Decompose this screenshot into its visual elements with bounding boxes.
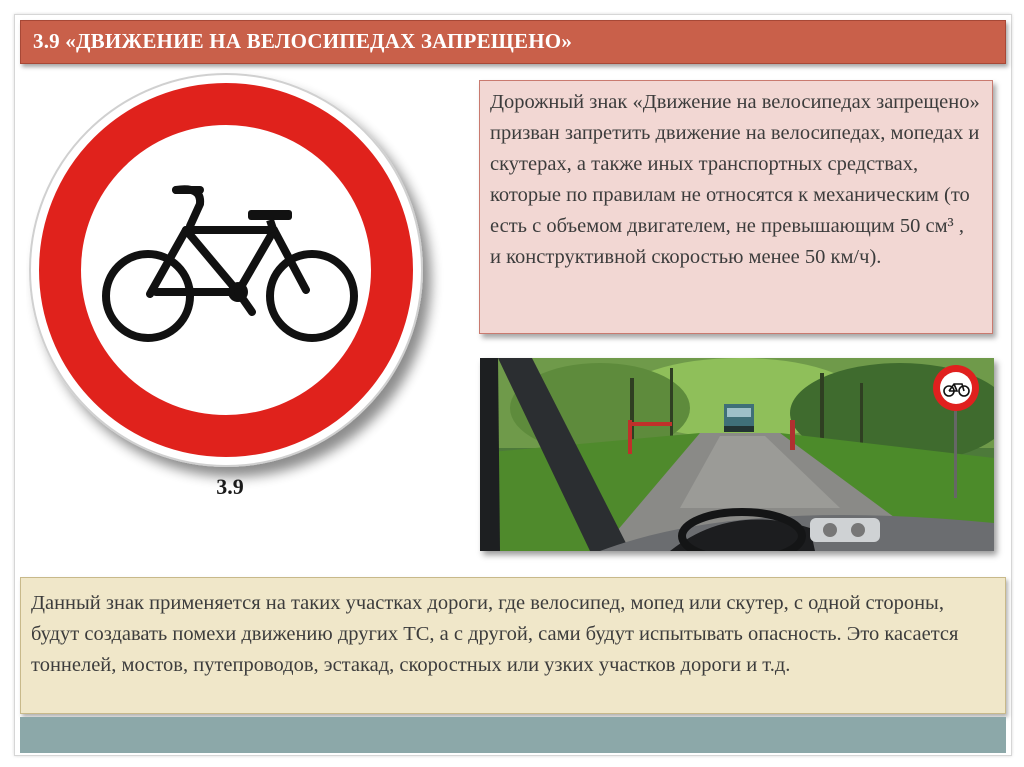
footer-bar [20, 717, 1006, 753]
description-box [479, 80, 993, 334]
usage-box [20, 577, 1006, 714]
title-bar [20, 20, 1006, 64]
no-bicycles-sign [26, 70, 446, 490]
slide-title: 3.9 «ДВИЖЕНИЕ НА ВЕЛОСИПЕДАХ ЗАПРЕЩЕНО» [33, 29, 573, 53]
sign-number-label: 3.9 [216, 474, 244, 499]
description-text: Дорожный знак «Движение на велосипедах запрещено» призван запретить движение на велосипедах, мопедах и скутерах, а также иных транспортных средствах, которые по правилам не относятся к механическим (то есть с объемом двигателем, не превышающим 50 см³ , и конструктивной скоростью менее 50 км/ч). [490, 91, 980, 268]
no-bicycles-sign-icon [933, 365, 979, 411]
road-photo [480, 358, 994, 551]
usage-text: Данный знак применяется на таких участках дороги, где велосипед, мопед или скутер, с одной стороны, будут создавать помехи движению других ТС, а с другой, сами будут испытывать опасность. Это касается тоннелей, мостов, путепроводов, эстакад, скоростных или узких участков дороги и т.д. [31, 592, 959, 676]
no-bicycles-sign-icon [26, 70, 446, 490]
